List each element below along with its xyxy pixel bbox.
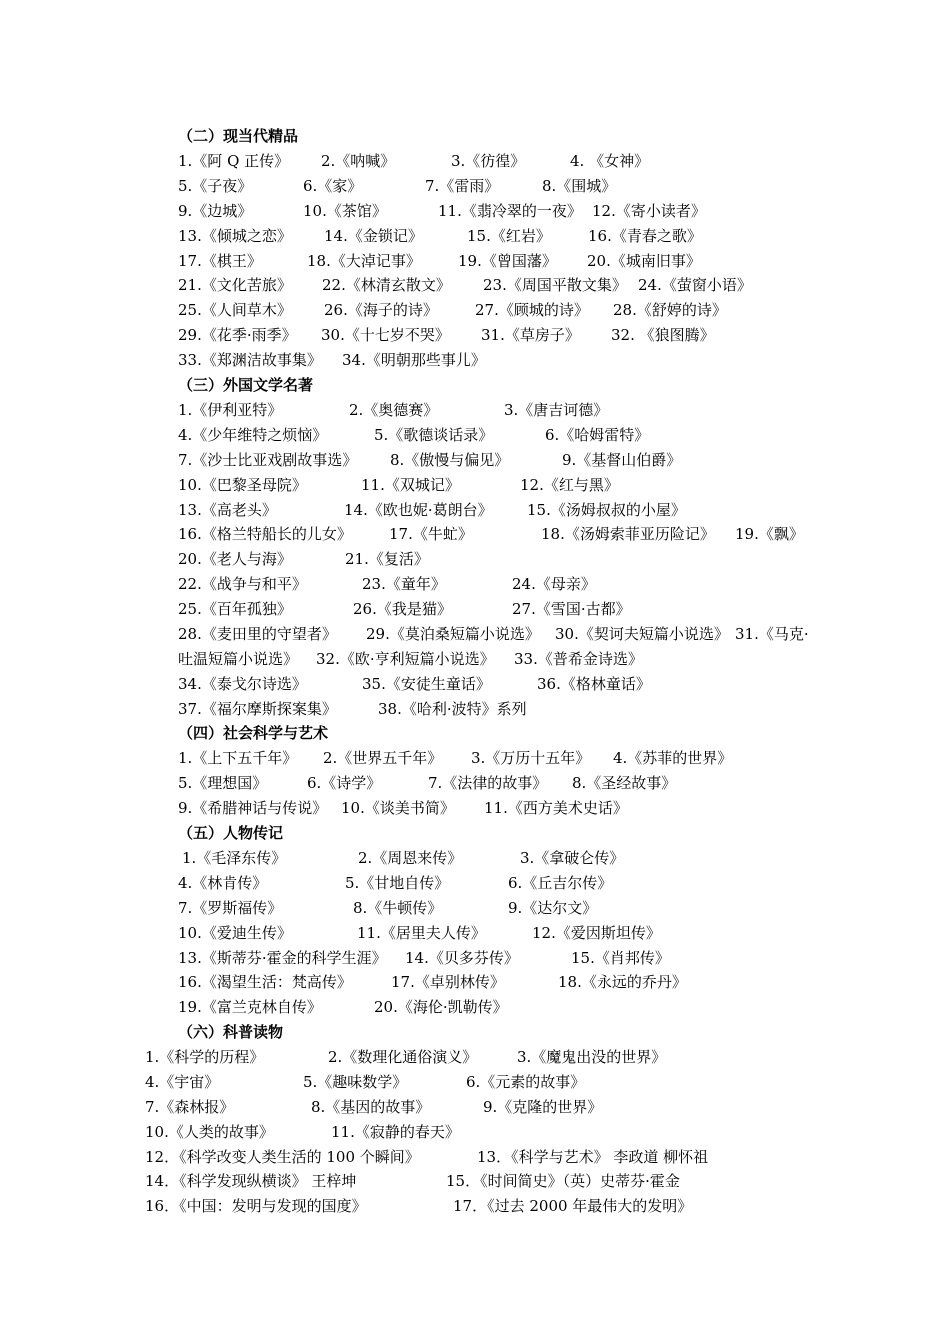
list-line [0, 273, 950, 297]
list-item: 9.《达尔文》 [508, 899, 598, 917]
list-item: 12.《寄小读者》 [592, 202, 706, 220]
list-line [0, 647, 950, 671]
list-line [0, 249, 950, 273]
list-item: 2.《数理化通俗演义》 [328, 1048, 478, 1066]
list-item: 9.《边城》 [178, 202, 253, 220]
list-line [0, 871, 950, 895]
list-item: 4.《少年维特之烦恼》 [178, 426, 328, 444]
list-item: 11.《双城记》 [361, 476, 460, 494]
list-item: 27.《雪国·古都》 [512, 600, 631, 618]
list-item: 1.《科学的历程》 [145, 1048, 265, 1066]
list-item: 3.《彷徨》 [451, 152, 526, 170]
list-item: 31.《马克· [735, 625, 809, 643]
list-line [0, 1145, 950, 1169]
list-item: 20.《老人与海》 [178, 550, 292, 568]
list-line [0, 199, 950, 223]
list-item: 21.《复活》 [345, 550, 429, 568]
list-item: 26.《海子的诗》 [324, 301, 438, 319]
list-item: 3.《魔鬼出没的世界》 [517, 1048, 667, 1066]
section-heading: （四）社会科学与艺术 [178, 724, 329, 742]
list-item: 13．《科学与艺术》 李政道 柳怀祖 [477, 1148, 709, 1166]
list-item: 33.《普希金诗选》 [514, 650, 643, 668]
list-line [0, 622, 950, 646]
list-item: 15.《肖邦传》 [571, 949, 670, 967]
list-item: 11.《西方美术史话》 [484, 799, 628, 817]
list-item: 2.《周恩来传》 [358, 849, 463, 867]
list-line [0, 1070, 950, 1094]
list-item: 19.《飘》 [735, 525, 804, 543]
list-item: 22.《林清玄散文》 [322, 276, 451, 294]
list-line [0, 1194, 950, 1218]
list-item: 7.《雷雨》 [425, 177, 500, 195]
list-item: 18.《永远的乔丹》 [558, 973, 687, 991]
list-line [0, 746, 950, 770]
list-item: 7.《法律的故事》 [428, 774, 548, 792]
list-item: 9.《基督山伯爵》 [562, 451, 682, 469]
list-item: 28.《舒婷的诗》 [613, 301, 727, 319]
list-item: 11.《寂静的春天》 [331, 1123, 460, 1141]
list-item: 3.《唐吉诃德》 [504, 401, 609, 419]
list-item: 26.《我是猫》 [353, 600, 452, 618]
list-item: 6.《元素的故事》 [466, 1073, 586, 1091]
list-item: 37.《福尔摩斯探案集》 [178, 700, 337, 718]
list-item: 9.《克隆的世界》 [483, 1098, 603, 1116]
list-item: 23.《童年》 [362, 575, 446, 593]
list-item: 10.《爱迪生传》 [178, 924, 292, 942]
list-item: 8.《基因的故事》 [311, 1098, 431, 1116]
list-line [0, 323, 950, 347]
list-line [0, 572, 950, 596]
list-item: 16．《中国：发明与发现的国度》 [145, 1197, 367, 1215]
list-line [0, 796, 950, 820]
list-item: 6.《哈姆雷特》 [545, 426, 650, 444]
list-item: 10.《茶馆》 [303, 202, 387, 220]
list-item: 4.《苏菲的世界》 [613, 749, 733, 767]
list-line [0, 498, 950, 522]
list-item: 14．《科学发现纵横谈》 王梓坤 [145, 1172, 357, 1190]
list-item: 14.《贝多芬传》 [405, 949, 519, 967]
list-item: 19.《富兰克林自传》 [178, 998, 322, 1016]
list-item: 10.《巴黎圣母院》 [178, 476, 307, 494]
list-item: 2.《世界五千年》 [323, 749, 443, 767]
list-line [0, 348, 950, 372]
list-item: 14.《金锁记》 [324, 227, 423, 245]
list-item: 17．《过去 2000 年最伟大的发明》 [453, 1197, 693, 1215]
list-item: 36.《格林童话》 [537, 675, 651, 693]
list-item: 吐温短篇小说选》 [178, 650, 299, 668]
list-line [0, 547, 950, 571]
list-line [0, 846, 950, 870]
list-line [0, 224, 950, 248]
list-line [0, 1095, 950, 1119]
list-item: 32. 《狼图腾》 [611, 326, 715, 344]
list-item: 33.《郑渊洁故事集》 [178, 351, 322, 369]
list-line [0, 771, 950, 795]
list-line [0, 1120, 950, 1144]
list-line [0, 473, 950, 497]
list-item: 10.《人类的故事》 [145, 1123, 274, 1141]
list-item: 15.《汤姆叔叔的小屋》 [527, 501, 686, 519]
list-item: 7.《沙士比亚戏剧故事选》 [178, 451, 358, 469]
list-item: 2.《奥德赛》 [349, 401, 439, 419]
list-line [0, 398, 950, 422]
list-item: 14.《欧也妮·葛朗台》 [344, 501, 493, 519]
list-item: 7.《森林报》 [145, 1098, 235, 1116]
list-item: 35.《安徒生童话》 [362, 675, 491, 693]
list-line [0, 995, 950, 1019]
list-item: 19.《曾国藩》 [458, 252, 557, 270]
section-heading: （五）人物传记 [178, 824, 284, 842]
list-line [0, 970, 950, 994]
list-line [0, 1169, 950, 1193]
list-item: 8.《围城》 [542, 177, 617, 195]
list-item: 6.《丘吉尔传》 [508, 874, 613, 892]
list-item: 5.《理想国》 [178, 774, 268, 792]
list-item: 5.《歌德谈话录》 [374, 426, 494, 444]
list-item: 1.《阿 Q 正传》 [178, 152, 290, 170]
list-item: 17.《棋王》 [178, 252, 262, 270]
list-item: 11.《翡冷翠的一夜》 [438, 202, 582, 220]
list-item: 5.《甘地自传》 [345, 874, 450, 892]
list-item: 8.《傲慢与偏见》 [390, 451, 510, 469]
list-line [0, 448, 950, 472]
list-item: 6.《家》 [303, 177, 363, 195]
list-item: 11.《居里夫人传》 [357, 924, 486, 942]
list-item: 27.《顾城的诗》 [475, 301, 589, 319]
list-item: 16.《青春之歌》 [588, 227, 702, 245]
list-line [0, 149, 950, 173]
list-item: 3.《万历十五年》 [471, 749, 591, 767]
list-line [0, 946, 950, 970]
list-item: 4.《林肯传》 [178, 874, 268, 892]
list-item: 31.《草房子》 [481, 326, 580, 344]
list-item: 25.《人间草木》 [178, 301, 292, 319]
list-item: 1.《上下五千年》 [178, 749, 298, 767]
list-item: 1.《伊利亚特》 [178, 401, 283, 419]
list-item: 9.《希腊神话与传说》 [178, 799, 328, 817]
list-item: 13.《倾城之恋》 [178, 227, 292, 245]
list-item: 1.《毛泽东传》 [182, 849, 287, 867]
list-item: 12.《红与黑》 [520, 476, 619, 494]
list-line [0, 1045, 950, 1069]
list-item: 3.《拿破仑传》 [520, 849, 625, 867]
list-item: 17.《卓别林传》 [391, 973, 505, 991]
list-item: 25.《百年孤独》 [178, 600, 292, 618]
list-item: 7.《罗斯福传》 [178, 899, 283, 917]
list-line [0, 174, 950, 198]
list-item: 2.《呐喊》 [321, 152, 396, 170]
list-line [0, 896, 950, 920]
list-item: 13.《高老头》 [178, 501, 277, 519]
list-item: 12．《科学改变人类生活的 100 个瞬间》 [145, 1148, 420, 1166]
list-line [0, 423, 950, 447]
list-line [0, 597, 950, 621]
list-item: 32.《欧·亨利短篇小说选》 [316, 650, 495, 668]
section-heading: （三）外国文学名著 [178, 376, 314, 394]
list-item: 21.《文化苦旅》 [178, 276, 292, 294]
list-item: 13.《斯蒂芬·霍金的科学生涯》 [178, 949, 387, 967]
list-item: 22.《战争与和平》 [178, 575, 307, 593]
list-item: 17.《牛虻》 [389, 525, 473, 543]
list-item: 29.《莫泊桑短篇小说选》 [366, 625, 540, 643]
list-item: 18.《大淖记事》 [307, 252, 421, 270]
list-line [0, 298, 950, 322]
list-item: 28.《麦田里的守望者》 [178, 625, 337, 643]
list-item: 24.《母亲》 [512, 575, 596, 593]
list-line [0, 522, 950, 546]
list-item: 4. 《女神》 [570, 152, 650, 170]
list-item: 8.《牛顿传》 [353, 899, 443, 917]
list-item: 15．《时间简史》（英）史蒂芬·霍金 [446, 1172, 680, 1190]
list-item: 16.《格兰特船长的儿女》 [178, 525, 352, 543]
list-line [0, 921, 950, 945]
list-item: 12.《爱因斯坦传》 [532, 924, 661, 942]
list-item: 18.《汤姆索菲亚历险记》 [541, 525, 715, 543]
list-item: 24.《萤窗小语》 [638, 276, 752, 294]
list-item: 10.《谈美书简》 [341, 799, 455, 817]
list-item: 16.《渴望生活：梵高传》 [178, 973, 352, 991]
list-line [0, 672, 950, 696]
section-heading: （六）科普读物 [178, 1023, 284, 1041]
list-item: 5.《趣味数学》 [303, 1073, 408, 1091]
list-item: 30.《十七岁不哭》 [321, 326, 450, 344]
list-item: 23.《周国平散文集》 [483, 276, 627, 294]
list-item: 38.《哈利·波特》系列 [378, 700, 527, 718]
list-item: 6.《诗学》 [307, 774, 382, 792]
list-item: 34.《明朝那些事儿》 [342, 351, 486, 369]
list-item: 20.《城南旧事》 [587, 252, 701, 270]
list-item: 5.《子夜》 [178, 177, 253, 195]
list-item: 20.《海伦·凯勒传》 [374, 998, 508, 1016]
list-item: 15.《红岩》 [467, 227, 551, 245]
list-line [0, 697, 950, 721]
list-item: 29.《花季·雨季》 [178, 326, 297, 344]
list-item: 4.《宇宙》 [145, 1073, 220, 1091]
list-item: 30.《契诃夫短篇小说选》 [555, 625, 729, 643]
list-item: 34.《泰戈尔诗选》 [178, 675, 307, 693]
list-item: 8.《圣经故事》 [572, 774, 677, 792]
section-heading: （二）现当代精品 [178, 127, 299, 145]
